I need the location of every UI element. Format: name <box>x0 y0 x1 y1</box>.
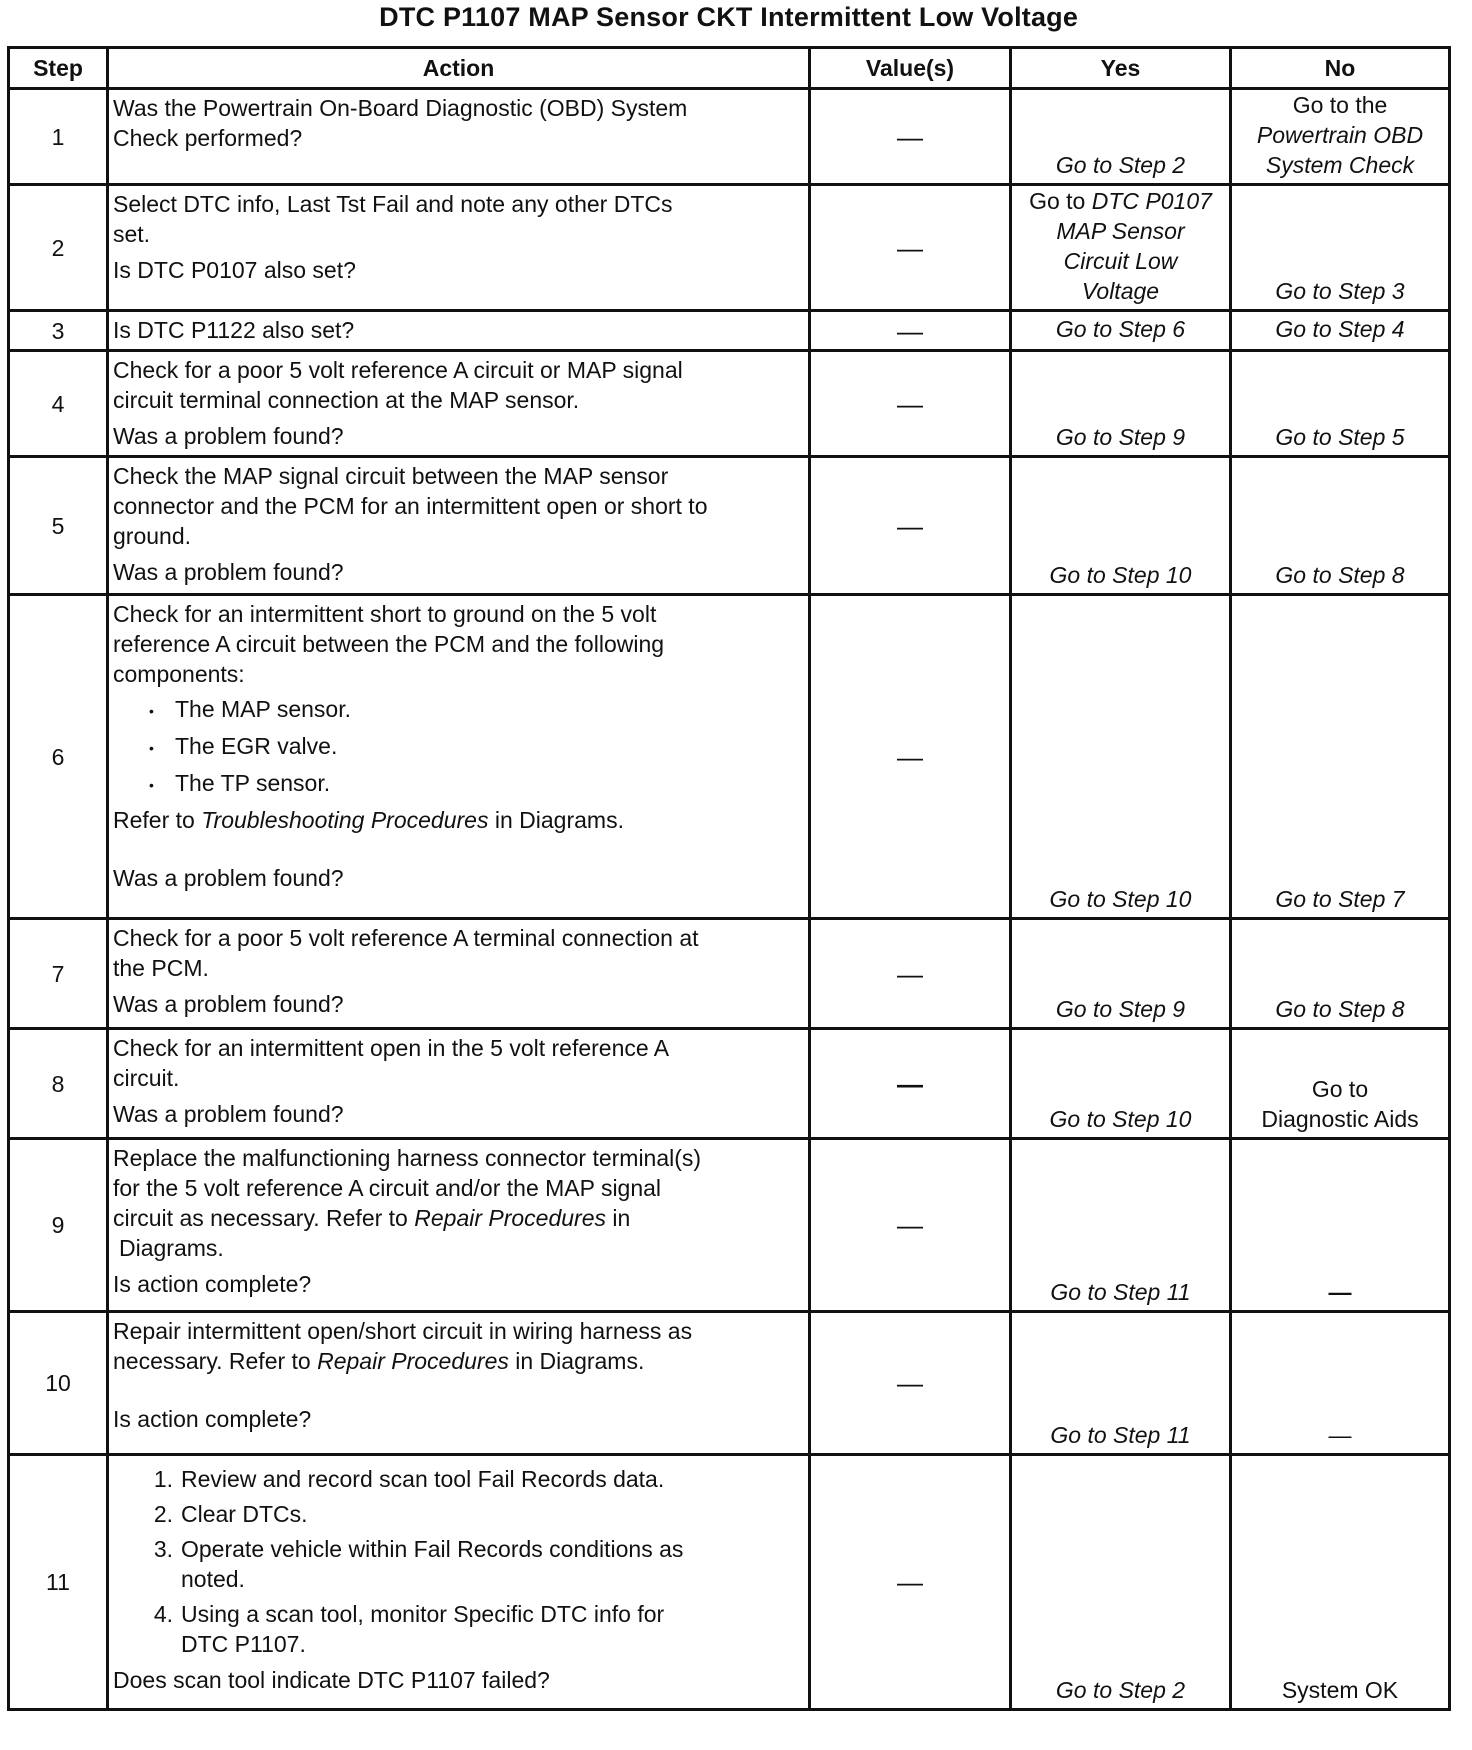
action-question: Is DTC P1122 also set? <box>113 317 355 343</box>
action-question: Does scan tool indicate DTC P1107 failed? <box>113 1667 550 1693</box>
step-number: 2 <box>9 185 108 311</box>
action-text: for the 5 volt reference A circuit and/or the MAP signal <box>113 1175 662 1201</box>
table-row <box>9 185 1450 311</box>
action-text: reference A circuit between the PCM and the following <box>113 631 665 657</box>
action-text: set. <box>113 221 151 247</box>
numbered-item-continuation: DTC P1107. <box>181 1631 306 1657</box>
reference-link-text: Troubleshooting Procedures <box>201 806 489 833</box>
yes-cell: Go to Step 2 <box>1011 1455 1231 1710</box>
no-text: Go to <box>1311 1076 1369 1102</box>
header-action: Action <box>108 48 810 89</box>
no-cell <box>1231 89 1450 185</box>
no-cell: — <box>1231 1139 1450 1312</box>
yes-cell: Go to Step 6 <box>1011 311 1231 351</box>
step-number: 10 <box>9 1312 108 1455</box>
step-number: 3 <box>9 311 108 351</box>
action-cell <box>108 457 810 595</box>
action-cell <box>108 1312 810 1455</box>
action-text: Was the Powertrain On-Board Diagnostic (OBD) System <box>113 95 688 121</box>
value-cell: — <box>810 1029 1011 1139</box>
action-text: Check for an intermittent open in the 5 volt reference A <box>113 1035 670 1061</box>
action-cell <box>108 1029 810 1139</box>
table-row <box>9 351 1450 457</box>
action-question: Was a problem found? <box>113 864 344 891</box>
value-cell: — <box>810 351 1011 457</box>
yes-cell: Go to Step 10 <box>1011 457 1231 595</box>
action-cell <box>108 919 810 1029</box>
yes-cell: Go to Step 2 <box>1011 89 1231 185</box>
no-text: Diagnostic Aids <box>1261 1106 1419 1132</box>
numbered-item: 2. Clear DTCs. <box>153 1501 308 1527</box>
step-number: 4 <box>9 351 108 457</box>
action-text: Diagrams. <box>119 1235 224 1261</box>
table-row <box>9 1312 1450 1455</box>
yes-cell: Go to Step 9 <box>1011 351 1231 457</box>
reference-link-text: Repair Procedures <box>317 1348 509 1374</box>
table-row <box>9 1139 1450 1312</box>
action-cell <box>108 351 810 457</box>
numbered-item-continuation: noted. <box>181 1566 245 1592</box>
no-text: Go to the <box>1292 92 1388 118</box>
action-cell <box>108 595 810 919</box>
action-text: circuit. <box>113 1065 180 1091</box>
no-cell: Go to Step 5 <box>1231 351 1450 457</box>
numbered-item: 4. Using a scan tool, monitor Specific DTC info for <box>153 1601 665 1627</box>
table-row <box>9 89 1450 185</box>
table-row <box>9 457 1450 595</box>
action-cell <box>108 311 810 351</box>
no-cell: Go to Step 8 <box>1231 919 1450 1029</box>
yes-cell: Go to Step 11 <box>1011 1139 1231 1312</box>
no-text: Powertrain OBD <box>1256 122 1424 148</box>
yes-text: Circuit Low <box>1063 248 1178 274</box>
value-cell: — <box>810 1139 1011 1312</box>
yes-cell: Go to Step 10 <box>1011 1029 1231 1139</box>
header-step: Step <box>9 48 108 89</box>
bullet-item: • The MAP sensor. <box>113 694 804 726</box>
action-text: in Diagrams. <box>508 1348 645 1374</box>
action-question: Was a problem found? <box>113 559 344 585</box>
document-title: DTC P1107 MAP Sensor CKT Intermittent Low Voltage <box>379 2 1079 32</box>
numbered-item: 1. Review and record scan tool Fail Records data. <box>153 1466 665 1492</box>
diagnostic-table <box>7 46 1451 1711</box>
yes-cell: Go to Step 11 <box>1011 1312 1231 1455</box>
action-cell <box>108 1455 810 1710</box>
yes-cell: Go to Step 10 <box>1011 595 1231 919</box>
step-number: 7 <box>9 919 108 1029</box>
action-text: ground. <box>113 523 192 549</box>
step-number: 11 <box>9 1455 108 1710</box>
table-row <box>9 1455 1450 1710</box>
action-text: Select DTC info, Last Tst Fail and note any other DTCs <box>113 191 673 217</box>
action-question: Is action complete? <box>113 1406 312 1432</box>
numbered-item: 3. Operate vehicle within Fail Records conditions as <box>153 1536 684 1562</box>
action-text: circuit terminal connection at the MAP sensor. <box>113 387 580 413</box>
action-text: Check performed? <box>113 125 303 151</box>
yes-text: Go to <box>1029 188 1092 214</box>
yes-text: Voltage <box>1081 278 1160 304</box>
no-cell: — <box>1231 1312 1450 1455</box>
action-cell <box>108 185 810 311</box>
table-row <box>9 919 1450 1029</box>
header-no: No <box>1231 48 1450 89</box>
step-number: 6 <box>9 595 108 919</box>
no-cell: Go to Step 3 <box>1231 185 1450 311</box>
no-cell: System OK <box>1231 1455 1450 1710</box>
action-question: Was a problem found? <box>113 991 344 1017</box>
yes-text: MAP Sensor <box>1056 218 1185 244</box>
action-text: the PCM. <box>113 955 209 981</box>
action-text: Check for a poor 5 volt reference A circuit or MAP signal <box>113 357 683 383</box>
action-text: Check the MAP signal circuit between the MAP sensor <box>113 463 669 489</box>
value-cell: — <box>810 919 1011 1029</box>
step-number: 1 <box>9 89 108 185</box>
action-cell <box>108 89 810 185</box>
action-text: Replace the malfunctioning harness connector terminal(s) <box>113 1145 702 1171</box>
action-text: Check for an intermittent short to ground on the 5 volt <box>113 601 657 627</box>
no-text: System Check <box>1265 152 1415 178</box>
value-cell: — <box>810 1455 1011 1710</box>
reference-link-text: Repair Procedures <box>414 1205 607 1231</box>
value-cell: — <box>810 185 1011 311</box>
bullet-item: • The TP sensor. <box>113 768 804 800</box>
header-yes: Yes <box>1011 48 1231 89</box>
step-number: 8 <box>9 1029 108 1139</box>
value-cell: — <box>810 457 1011 595</box>
action-cell <box>108 1139 810 1312</box>
step-number: 5 <box>9 457 108 595</box>
action-question: Was a problem found? <box>113 423 344 449</box>
action-text: Check for a poor 5 volt reference A terminal connection at <box>113 925 699 951</box>
action-text: in <box>606 1205 631 1231</box>
action-question: Was a problem found? <box>113 1101 344 1127</box>
value-cell: — <box>810 595 1011 919</box>
yes-cell <box>1011 185 1231 311</box>
action-text: necessary. Refer to <box>113 1348 318 1374</box>
action-text: Refer to <box>113 806 202 833</box>
value-cell: — <box>810 89 1011 185</box>
no-cell <box>1231 1029 1450 1139</box>
value-cell: — <box>810 311 1011 351</box>
no-cell: Go to Step 7 <box>1231 595 1450 919</box>
table-row <box>9 595 1450 919</box>
action-text: in Diagrams. <box>488 806 624 833</box>
yes-cell: Go to Step 9 <box>1011 919 1231 1029</box>
bullet-item: • The EGR valve. <box>113 731 804 763</box>
table-row <box>9 311 1450 351</box>
action-question: Is DTC P0107 also set? <box>113 257 356 283</box>
action-text: circuit as necessary. Refer to <box>113 1205 415 1231</box>
table-header-row <box>9 48 1450 89</box>
table-row <box>9 1029 1450 1139</box>
action-text: connector and the PCM for an intermittent open or short to <box>113 493 708 519</box>
action-question: Is action complete? <box>113 1271 312 1297</box>
step-number: 9 <box>9 1139 108 1312</box>
action-text: components: <box>113 661 245 687</box>
no-cell: Go to Step 8 <box>1231 457 1450 595</box>
no-cell: Go to Step 4 <box>1231 311 1450 351</box>
yes-text: DTC P0107 <box>1091 188 1212 214</box>
value-cell: — <box>810 1312 1011 1455</box>
action-text: Repair intermittent open/short circuit in wiring harness as <box>113 1318 693 1344</box>
header-value: Value(s) <box>810 48 1011 89</box>
